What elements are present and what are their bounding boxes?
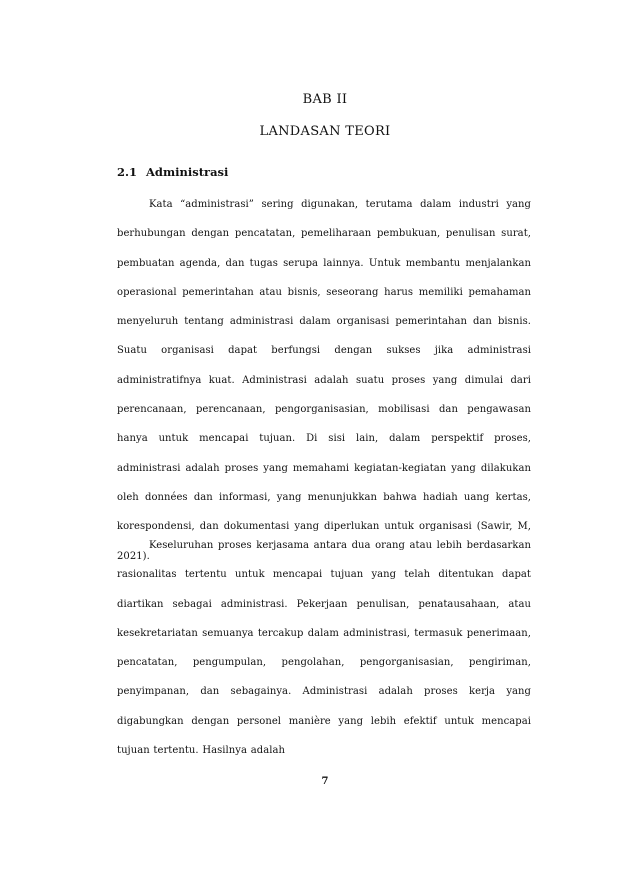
chapter-number: BAB II xyxy=(302,92,348,107)
section-heading xyxy=(117,165,228,179)
body-paragraph-1: Kata “administrasi” sering digunakan, terutama dalam industri yang berhubungan dengan pencatatan, pemeliharaan pembukuan, penulisan surat, pembuatan agenda, dan tugas serupa lainnya. Untuk membantu menjalankan operasional pemerintahan atau bisnis, seseorang harus memiliki pemahaman menyeluruh tentang administrasi dalam organisasi pemerintahan dan bisnis. Suatu organisasi dapat berfungsi dengan sukses jika administrasi administratifnya kuat. Administrasi adalah suatu proses yang dimulai dari perencanaan, perencanaan, pengorganisasian, mobilisasi dan pengawasan hanya untuk mencapai tujuan. Di sisi lain, dalam perspektif proses, administrasi adalah proses yang memahami kegiatan-kegiatan yang dilakukan oleh données dan informasi, yang menunjukkan bahwa hadiah uang kertas, korespondensi, dan dokumentasi yang diperlukan untuk organisasi (Sawir, M, 2021). xyxy=(117,199,531,562)
body-paragraph-2: Keseluruhan proses kerjasama antara dua orang atau lebih berdasarkan rasionalitas tertentu untuk mencapai tujuan yang telah ditentukan dapat diartikan sebagai administrasi. Pekerjaan penulisan, penatausahaan, atau kesekretariatan semuanya tercakup dalam administrasi, termasuk penerimaan, pencatatan, pengumpulan, pengolahan, pengorganisasian, pengiriman, penyimpanan, dan sebagainya. Administrasi adalah proses kerja yang digabungkan dengan personel manière yang lebih efektif untuk mencapai tujuan tertentu. Hasilnya adalah xyxy=(117,540,531,757)
section-title: Administrasi xyxy=(146,165,229,179)
chapter-title: LANDASAN TEORI xyxy=(259,124,391,139)
section-number: 2.1 xyxy=(117,165,138,179)
page-number: 7 xyxy=(321,776,329,787)
